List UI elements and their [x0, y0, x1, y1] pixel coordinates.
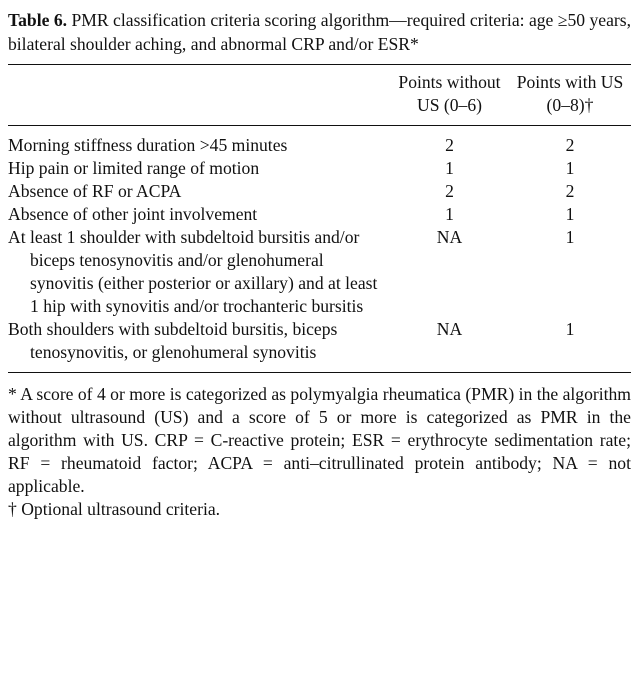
footnote-optional-us: † Optional ultrasound criteria. — [8, 499, 221, 519]
table-row — [8, 180, 631, 203]
cell-criterion: Both shoulders with subdeltoid bursitis, biceps tenosynovitis, or glenohumeral synovitis — [8, 319, 338, 362]
cell-with-us: 2 — [565, 181, 575, 201]
cell-without-us: NA — [436, 227, 463, 247]
cell-without-us: 1 — [445, 204, 454, 224]
header-with-us: Points with US (0–8)† — [516, 72, 624, 115]
cell-with-us: 1 — [565, 204, 575, 224]
cell-without-us: 2 — [445, 135, 454, 155]
table-caption-text: PMR classification criteria scoring algorithm—required criteria: age ≥50 years, bilateral shoulder aching, and abnormal CRP and/or ESR* — [8, 10, 631, 54]
cell-criterion: Absence of other joint involvement — [8, 204, 258, 224]
cell-criterion: Absence of RF or ACPA — [8, 181, 182, 201]
header-row — [8, 65, 631, 126]
cell-without-us: NA — [436, 319, 463, 339]
table-body — [8, 126, 631, 372]
criteria-table — [8, 65, 631, 372]
table-label: Table 6. — [8, 10, 68, 30]
cell-with-us: 1 — [565, 227, 575, 247]
header-without-us: Points without US (0–6) — [398, 72, 501, 115]
cell-with-us: 1 — [565, 158, 575, 178]
footnotes — [8, 383, 631, 521]
table-row — [8, 203, 631, 226]
table-row — [8, 318, 631, 372]
cell-criterion: At least 1 shoulder with subdeltoid bursitis and/or biceps tenosynovitis and/or glenohumeral synovitis (either posterior or axillary) and at least 1 hip with synovitis and/or trochanteric bursitis — [8, 227, 378, 316]
bottom-rule — [8, 372, 631, 373]
cell-with-us: 1 — [565, 319, 575, 339]
cell-without-us: 2 — [445, 181, 454, 201]
table-row — [8, 226, 631, 318]
cell-criterion: Morning stiffness duration >45 minutes — [8, 135, 288, 155]
table-row — [8, 126, 631, 157]
header-criterion — [8, 65, 390, 126]
table-caption — [8, 8, 631, 56]
footnote-abbreviations: * A score of 4 or more is categorized as polymyalgia rheumatica (PMR) in the algorithm without ultrasound (US) and a score of 5 or more is categorized as PMR in the algorithm with US. CRP = C-reactive protein; ESR = erythrocyte sedimentation rate; RF = rheumatoid factor; ACPA = anti–citrullinated protein antibody; NA = not applicable. — [8, 384, 631, 496]
cell-with-us: 2 — [565, 135, 575, 155]
cell-criterion: Hip pain or limited range of motion — [8, 158, 260, 178]
table-row — [8, 157, 631, 180]
cell-without-us: 1 — [445, 158, 454, 178]
